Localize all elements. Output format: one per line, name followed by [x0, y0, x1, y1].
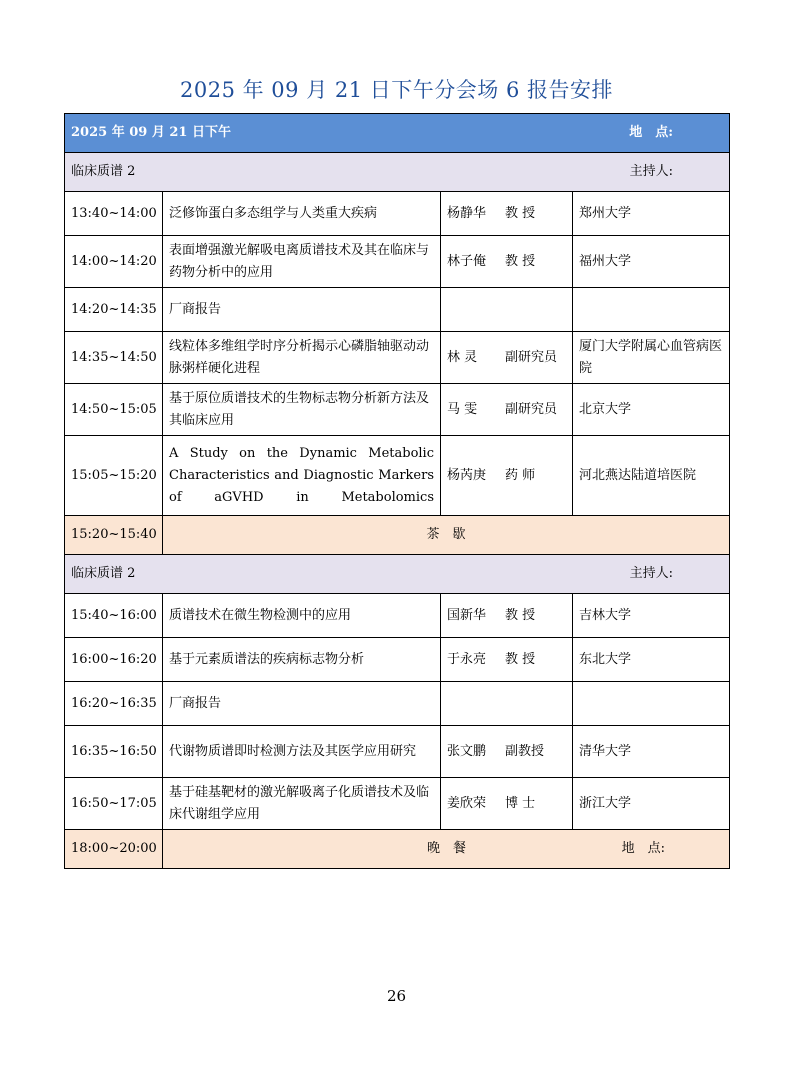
- dinner-cell: [163, 830, 730, 869]
- speaker-rank: 副教授: [505, 743, 545, 759]
- session-row: [65, 555, 730, 594]
- talk-topic: 基于硅基靶材的激光解吸离子化质谱技术及临床代谢组学应用: [163, 778, 441, 830]
- chair-label: 主持人:: [629, 164, 673, 179]
- talk-speaker-cell: [441, 236, 573, 288]
- talk-topic: 厂商报告: [163, 288, 441, 332]
- speaker-name: 于永亮: [447, 651, 487, 667]
- talk-row: [65, 638, 730, 682]
- session-name: 临床质谱 2: [71, 566, 136, 581]
- talk-speaker-cell: [441, 332, 573, 384]
- talk-topic: 表面增强激光解吸电离质谱技术及其在临床与药物分析中的应用: [163, 236, 441, 288]
- talk-row: [65, 192, 730, 236]
- speaker-rank: 教 授: [505, 651, 536, 667]
- dinner-label: 晚 餐: [427, 841, 467, 856]
- talk-time: 14:50~15:05: [65, 384, 163, 436]
- speaker-rank: 药 师: [505, 467, 536, 483]
- speaker-name: 杨芮庚: [447, 467, 487, 483]
- talk-row: [65, 682, 730, 726]
- page-title: 2025 年 09 月 21 日下午分会场 6 报告安排: [180, 78, 613, 102]
- dinner-location-label: 地 点:: [621, 841, 665, 856]
- talk-topic: 线粒体多维组学时序分析揭示心磷脂轴驱动动脉粥样硬化进程: [163, 332, 441, 384]
- talk-org: 清华大学: [573, 726, 730, 778]
- page-number: 26: [386, 987, 407, 1005]
- talk-speaker-cell: [441, 436, 573, 516]
- session-name: 临床质谱 2: [71, 164, 136, 179]
- chair-label: 主持人:: [629, 566, 673, 581]
- tea-break-time: 15:20~15:40: [65, 516, 163, 555]
- talk-org: 吉林大学: [573, 594, 730, 638]
- speaker-rank: 博 士: [505, 795, 536, 811]
- talk-time: 16:35~16:50: [65, 726, 163, 778]
- talk-time: 14:35~14:50: [65, 332, 163, 384]
- talk-topic: 代谢物质谱即时检测方法及其医学应用研究: [163, 726, 441, 778]
- talk-org: 河北燕达陆道培医院: [573, 436, 730, 516]
- talk-row: [65, 594, 730, 638]
- talk-org: 浙江大学: [573, 778, 730, 830]
- talk-org: 厦门大学附属心血管病医院: [573, 332, 730, 384]
- talk-speaker-cell: [441, 682, 573, 726]
- header-row: [65, 114, 730, 153]
- talk-speaker-cell: [441, 778, 573, 830]
- speaker-name: 姜欣荣: [447, 795, 487, 811]
- speaker-rank: 副研究员: [505, 349, 558, 365]
- header-location-label: 地 点:: [629, 125, 673, 140]
- talk-speaker-cell: [441, 192, 573, 236]
- talk-speaker-cell: [441, 384, 573, 436]
- talk-time: 15:40~16:00: [65, 594, 163, 638]
- talk-topic: 基于原位质谱技术的生物标志物分析新方法及其临床应用: [163, 384, 441, 436]
- talk-speaker-cell: [441, 726, 573, 778]
- talk-org: [573, 288, 730, 332]
- dinner-time: 18:00~20:00: [65, 830, 163, 869]
- speaker-name: 林子俺: [447, 253, 487, 269]
- tea-break-row: [65, 516, 730, 555]
- talk-speaker-cell: [441, 638, 573, 682]
- talk-row: [65, 332, 730, 384]
- talk-row: [65, 236, 730, 288]
- talk-speaker-cell: [441, 594, 573, 638]
- talk-org: 福州大学: [573, 236, 730, 288]
- talk-row: [65, 436, 730, 516]
- talk-topic: 厂商报告: [163, 682, 441, 726]
- tea-break-label: 茶 歇: [163, 516, 730, 555]
- talk-topic: 基于元素质谱法的疾病标志物分析: [163, 638, 441, 682]
- talk-org: 北京大学: [573, 384, 730, 436]
- talk-time: 15:05~15:20: [65, 436, 163, 516]
- talk-topic: A Study on the Dynamic Metabolic Characteristics and Diagnostic Markers of aGVHD in Metabolomics: [163, 436, 441, 516]
- talk-org: 东北大学: [573, 638, 730, 682]
- talk-row: [65, 778, 730, 830]
- talk-topic: 质谱技术在微生物检测中的应用: [163, 594, 441, 638]
- session-row: [65, 153, 730, 192]
- talk-topic: 泛修饰蛋白多态组学与人类重大疾病: [163, 192, 441, 236]
- talk-row: [65, 726, 730, 778]
- dinner-row: [65, 830, 730, 869]
- schedule-table: [64, 113, 730, 869]
- talk-org: 郑州大学: [573, 192, 730, 236]
- speaker-name: 马 雯: [447, 401, 478, 417]
- speaker-rank: 副研究员: [505, 401, 558, 417]
- talk-time: 14:00~14:20: [65, 236, 163, 288]
- speaker-rank: 教 授: [505, 607, 536, 623]
- speaker-name: 杨静华: [447, 205, 487, 221]
- talk-time: 16:00~16:20: [65, 638, 163, 682]
- talk-row: [65, 288, 730, 332]
- header-date: 2025 年 09 月 21 日下午: [71, 125, 231, 140]
- talk-speaker-cell: [441, 288, 573, 332]
- speaker-name: 国新华: [447, 607, 487, 623]
- talk-time: 13:40~14:00: [65, 192, 163, 236]
- talk-row: [65, 384, 730, 436]
- speaker-rank: 教 授: [505, 253, 536, 269]
- talk-time: 16:20~16:35: [65, 682, 163, 726]
- speaker-name: 林 灵: [447, 349, 478, 365]
- talk-org: [573, 682, 730, 726]
- talk-time: 14:20~14:35: [65, 288, 163, 332]
- speaker-rank: 教 授: [505, 205, 536, 221]
- talk-time: 16:50~17:05: [65, 778, 163, 830]
- speaker-name: 张文鹏: [447, 743, 487, 759]
